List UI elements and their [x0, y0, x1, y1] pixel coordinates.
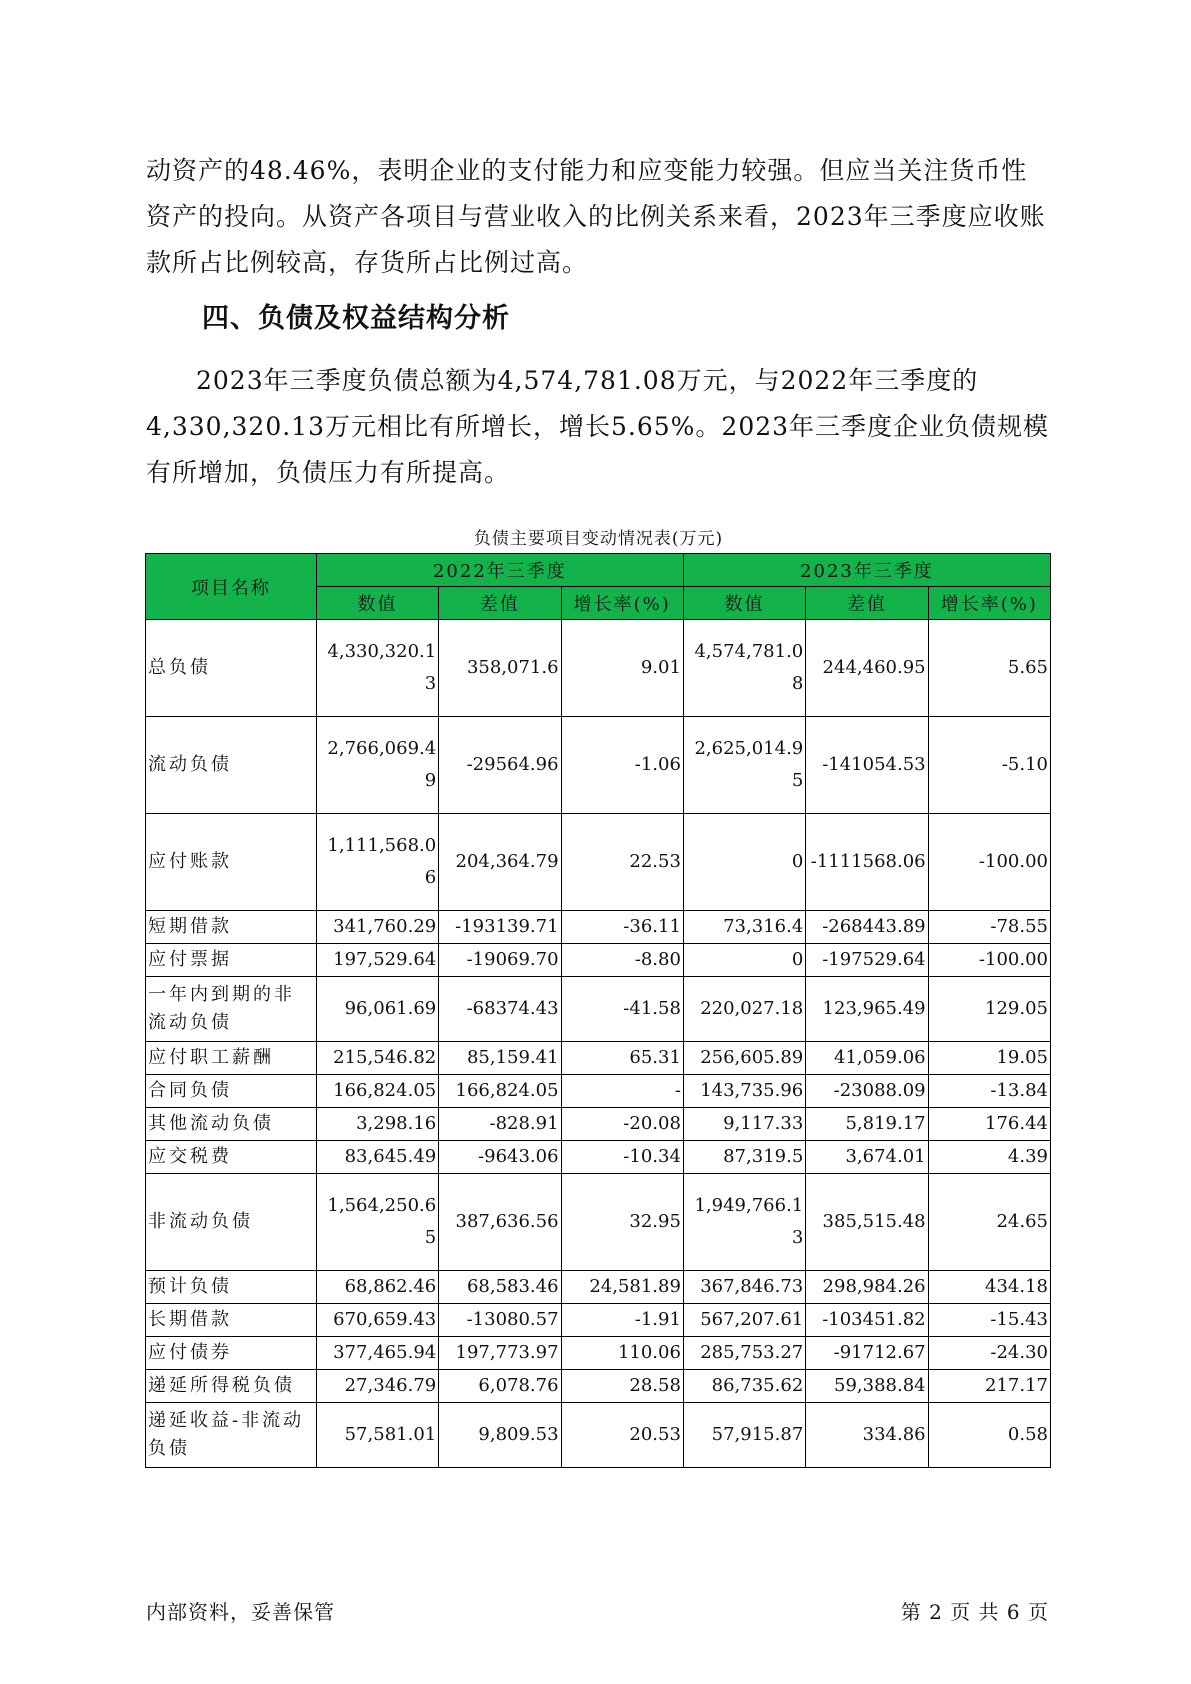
row-name: 应付票据 [146, 944, 317, 977]
cell-value-2022: 1,564,250.65 [316, 1174, 438, 1271]
row-name: 长期借款 [146, 1304, 317, 1337]
cell-value-2022: 166,824.05 [316, 1075, 438, 1108]
cell-value-2023: 1,949,766.13 [683, 1174, 805, 1271]
cell-rate-2023: 24.65 [928, 1174, 1050, 1271]
header-value-2022: 数值 [316, 587, 438, 620]
cell-diff-2023: -141054.53 [806, 717, 928, 814]
table-row [146, 1108, 1051, 1141]
cell-value-2022: 83,645.49 [316, 1141, 438, 1174]
row-name: 应付债券 [146, 1337, 317, 1370]
cell-rate-2023: 0.58 [928, 1403, 1050, 1468]
header-diff-2022: 差值 [439, 587, 561, 620]
cell-rate-2023: 129.05 [928, 977, 1050, 1042]
cell-rate-2023: -15.43 [928, 1304, 1050, 1337]
header-rate-2023: 增长率(%) [928, 587, 1050, 620]
cell-value-2022: 4,330,320.13 [316, 620, 438, 717]
cell-diff-2023: -103451.82 [806, 1304, 928, 1337]
header-diff-2023: 差值 [806, 587, 928, 620]
cell-diff-2022: -9643.06 [439, 1141, 561, 1174]
cell-diff-2023: -268443.89 [806, 911, 928, 944]
cell-rate-2023: 19.05 [928, 1042, 1050, 1075]
cell-rate-2022: -10.34 [561, 1141, 683, 1174]
cell-diff-2023: 244,460.95 [806, 620, 928, 717]
row-name: 流动负债 [146, 717, 317, 814]
cell-value-2023: 220,027.18 [683, 977, 805, 1042]
cell-value-2022: 670,659.43 [316, 1304, 438, 1337]
cell-diff-2022: -19069.70 [439, 944, 561, 977]
cell-value-2023: 86,735.62 [683, 1370, 805, 1403]
cell-rate-2023: -78.55 [928, 911, 1050, 944]
row-name: 总负债 [146, 620, 317, 717]
cell-diff-2022: 6,078.76 [439, 1370, 561, 1403]
cell-diff-2022: 9,809.53 [439, 1403, 561, 1468]
cell-rate-2022: -41.58 [561, 977, 683, 1042]
footer-page-number: 第 2 页 共 6 页 [900, 1600, 1049, 1624]
cell-diff-2023: -197529.64 [806, 944, 928, 977]
cell-rate-2022: -8.80 [561, 944, 683, 977]
cell-value-2022: 341,760.29 [316, 911, 438, 944]
cell-rate-2022: -36.11 [561, 911, 683, 944]
row-name: 应付职工薪酬 [146, 1042, 317, 1075]
table-row [146, 1337, 1051, 1370]
cell-value-2023: 57,915.87 [683, 1403, 805, 1468]
section-heading: 四、负债及权益结构分析 [202, 303, 510, 334]
cell-diff-2022: 68,583.46 [439, 1271, 561, 1304]
row-name: 应付账款 [146, 814, 317, 911]
cell-rate-2022: -1.06 [561, 717, 683, 814]
cell-rate-2022: 20.53 [561, 1403, 683, 1468]
cell-value-2023: 2,625,014.95 [683, 717, 805, 814]
header-rate-2022: 增长率(%) [561, 587, 683, 620]
cell-diff-2023: 59,388.84 [806, 1370, 928, 1403]
table-row [146, 911, 1051, 944]
cell-value-2023: 143,735.96 [683, 1075, 805, 1108]
cell-rate-2023: 217.17 [928, 1370, 1050, 1403]
cell-value-2022: 96,061.69 [316, 977, 438, 1042]
row-name: 递延收益-非流动负债 [146, 1403, 317, 1468]
row-name: 合同负债 [146, 1075, 317, 1108]
cell-value-2023: 285,753.27 [683, 1337, 805, 1370]
cell-diff-2022: 166,824.05 [439, 1075, 561, 1108]
cell-value-2023: 367,846.73 [683, 1271, 805, 1304]
body-paragraph-1: 动资产的48.46%，表明企业的支付能力和应变能力较强。但应当关注货币性资产的投向。从资产各项目与营业收入的比例关系来看，2023年三季度应收账款所占比例较高，存货所占比例过高。 [146, 156, 1046, 277]
cell-diff-2022: 204,364.79 [439, 814, 561, 911]
cell-value-2022: 3,298.16 [316, 1108, 438, 1141]
table-row [146, 1075, 1051, 1108]
cell-rate-2023: -100.00 [928, 814, 1050, 911]
cell-value-2022: 2,766,069.49 [316, 717, 438, 814]
table-body [146, 620, 1051, 1468]
cell-diff-2022: 85,159.41 [439, 1042, 561, 1075]
cell-value-2022: 68,862.46 [316, 1271, 438, 1304]
cell-value-2022: 197,529.64 [316, 944, 438, 977]
cell-diff-2023: 334.86 [806, 1403, 928, 1468]
cell-value-2023: 0 [683, 814, 805, 911]
header-period-2022: 2022年三季度 [316, 554, 683, 587]
cell-rate-2022: 110.06 [561, 1337, 683, 1370]
cell-rate-2023: 434.18 [928, 1271, 1050, 1304]
cell-rate-2023: -24.30 [928, 1337, 1050, 1370]
cell-diff-2022: 197,773.97 [439, 1337, 561, 1370]
cell-rate-2022: - [561, 1075, 683, 1108]
cell-rate-2022: 9.01 [561, 620, 683, 717]
cell-rate-2023: 176.44 [928, 1108, 1050, 1141]
table-row [146, 1042, 1051, 1075]
cell-value-2022: 215,546.82 [316, 1042, 438, 1075]
footer-confidential-note: 内部资料，妥善保管 [146, 1600, 335, 1624]
cell-value-2023: 9,117.33 [683, 1108, 805, 1141]
cell-value-2023: 567,207.61 [683, 1304, 805, 1337]
row-name: 应交税费 [146, 1141, 317, 1174]
header-period-2023: 2023年三季度 [683, 554, 1050, 587]
header-value-2023: 数值 [683, 587, 805, 620]
row-name: 预计负债 [146, 1271, 317, 1304]
cell-rate-2022: -1.91 [561, 1304, 683, 1337]
cell-diff-2023: 3,674.01 [806, 1141, 928, 1174]
cell-diff-2023: 298,984.26 [806, 1271, 928, 1304]
cell-diff-2022: 387,636.56 [439, 1174, 561, 1271]
cell-diff-2022: -68374.43 [439, 977, 561, 1042]
cell-rate-2023: -13.84 [928, 1075, 1050, 1108]
cell-diff-2023: 385,515.48 [806, 1174, 928, 1271]
table-row [146, 1174, 1051, 1271]
header-item-name: 项目名称 [146, 554, 317, 620]
table-row [146, 944, 1051, 977]
cell-rate-2023: 4.39 [928, 1141, 1050, 1174]
table-caption: 负债主要项目变动情况表(万元) [473, 529, 724, 549]
cell-value-2022: 377,465.94 [316, 1337, 438, 1370]
cell-value-2022: 1,111,568.06 [316, 814, 438, 911]
cell-rate-2022: 24,581.89 [561, 1271, 683, 1304]
row-name: 其他流动负债 [146, 1108, 317, 1141]
table-row [146, 620, 1051, 717]
cell-value-2023: 87,319.5 [683, 1141, 805, 1174]
cell-rate-2023: -5.10 [928, 717, 1050, 814]
cell-diff-2023: 41,059.06 [806, 1042, 928, 1075]
cell-rate-2022: 32.95 [561, 1174, 683, 1271]
cell-rate-2023: -100.00 [928, 944, 1050, 977]
table-row [146, 1141, 1051, 1174]
cell-diff-2022: -13080.57 [439, 1304, 561, 1337]
row-name: 非流动负债 [146, 1174, 317, 1271]
body-paragraph-2: 2023年三季度负债总额为4,574,781.08万元，与2022年三季度的4,330,320.13万元相比有所增长，增长5.65%。2023年三季度企业负债规模有所增加，负债压力有所提高。 [146, 366, 1050, 487]
table-row [146, 1370, 1051, 1403]
cell-rate-2022: -20.08 [561, 1108, 683, 1141]
cell-value-2022: 27,346.79 [316, 1370, 438, 1403]
cell-value-2023: 0 [683, 944, 805, 977]
table-row [146, 1304, 1051, 1337]
cell-value-2023: 256,605.89 [683, 1042, 805, 1075]
cell-diff-2022: -29564.96 [439, 717, 561, 814]
row-name: 短期借款 [146, 911, 317, 944]
row-name: 递延所得税负债 [146, 1370, 317, 1403]
cell-value-2023: 73,316.4 [683, 911, 805, 944]
table-row [146, 814, 1051, 911]
cell-rate-2022: 65.31 [561, 1042, 683, 1075]
table-row [146, 1403, 1051, 1468]
cell-value-2023: 4,574,781.08 [683, 620, 805, 717]
table-row [146, 717, 1051, 814]
cell-diff-2022: -193139.71 [439, 911, 561, 944]
cell-rate-2023: 5.65 [928, 620, 1050, 717]
cell-diff-2023: -23088.09 [806, 1075, 928, 1108]
cell-rate-2022: 28.58 [561, 1370, 683, 1403]
cell-diff-2022: -828.91 [439, 1108, 561, 1141]
cell-diff-2023: 5,819.17 [806, 1108, 928, 1141]
table-row [146, 977, 1051, 1042]
table-row [146, 1271, 1051, 1304]
cell-diff-2022: 358,071.6 [439, 620, 561, 717]
cell-diff-2023: -91712.67 [806, 1337, 928, 1370]
cell-diff-2023: 123,965.49 [806, 977, 928, 1042]
liability-table [145, 553, 1051, 1468]
cell-value-2022: 57,581.01 [316, 1403, 438, 1468]
cell-rate-2022: 22.53 [561, 814, 683, 911]
row-name: 一年内到期的非流动负债 [146, 977, 317, 1042]
cell-diff-2023: -1111568.06 [806, 814, 928, 911]
